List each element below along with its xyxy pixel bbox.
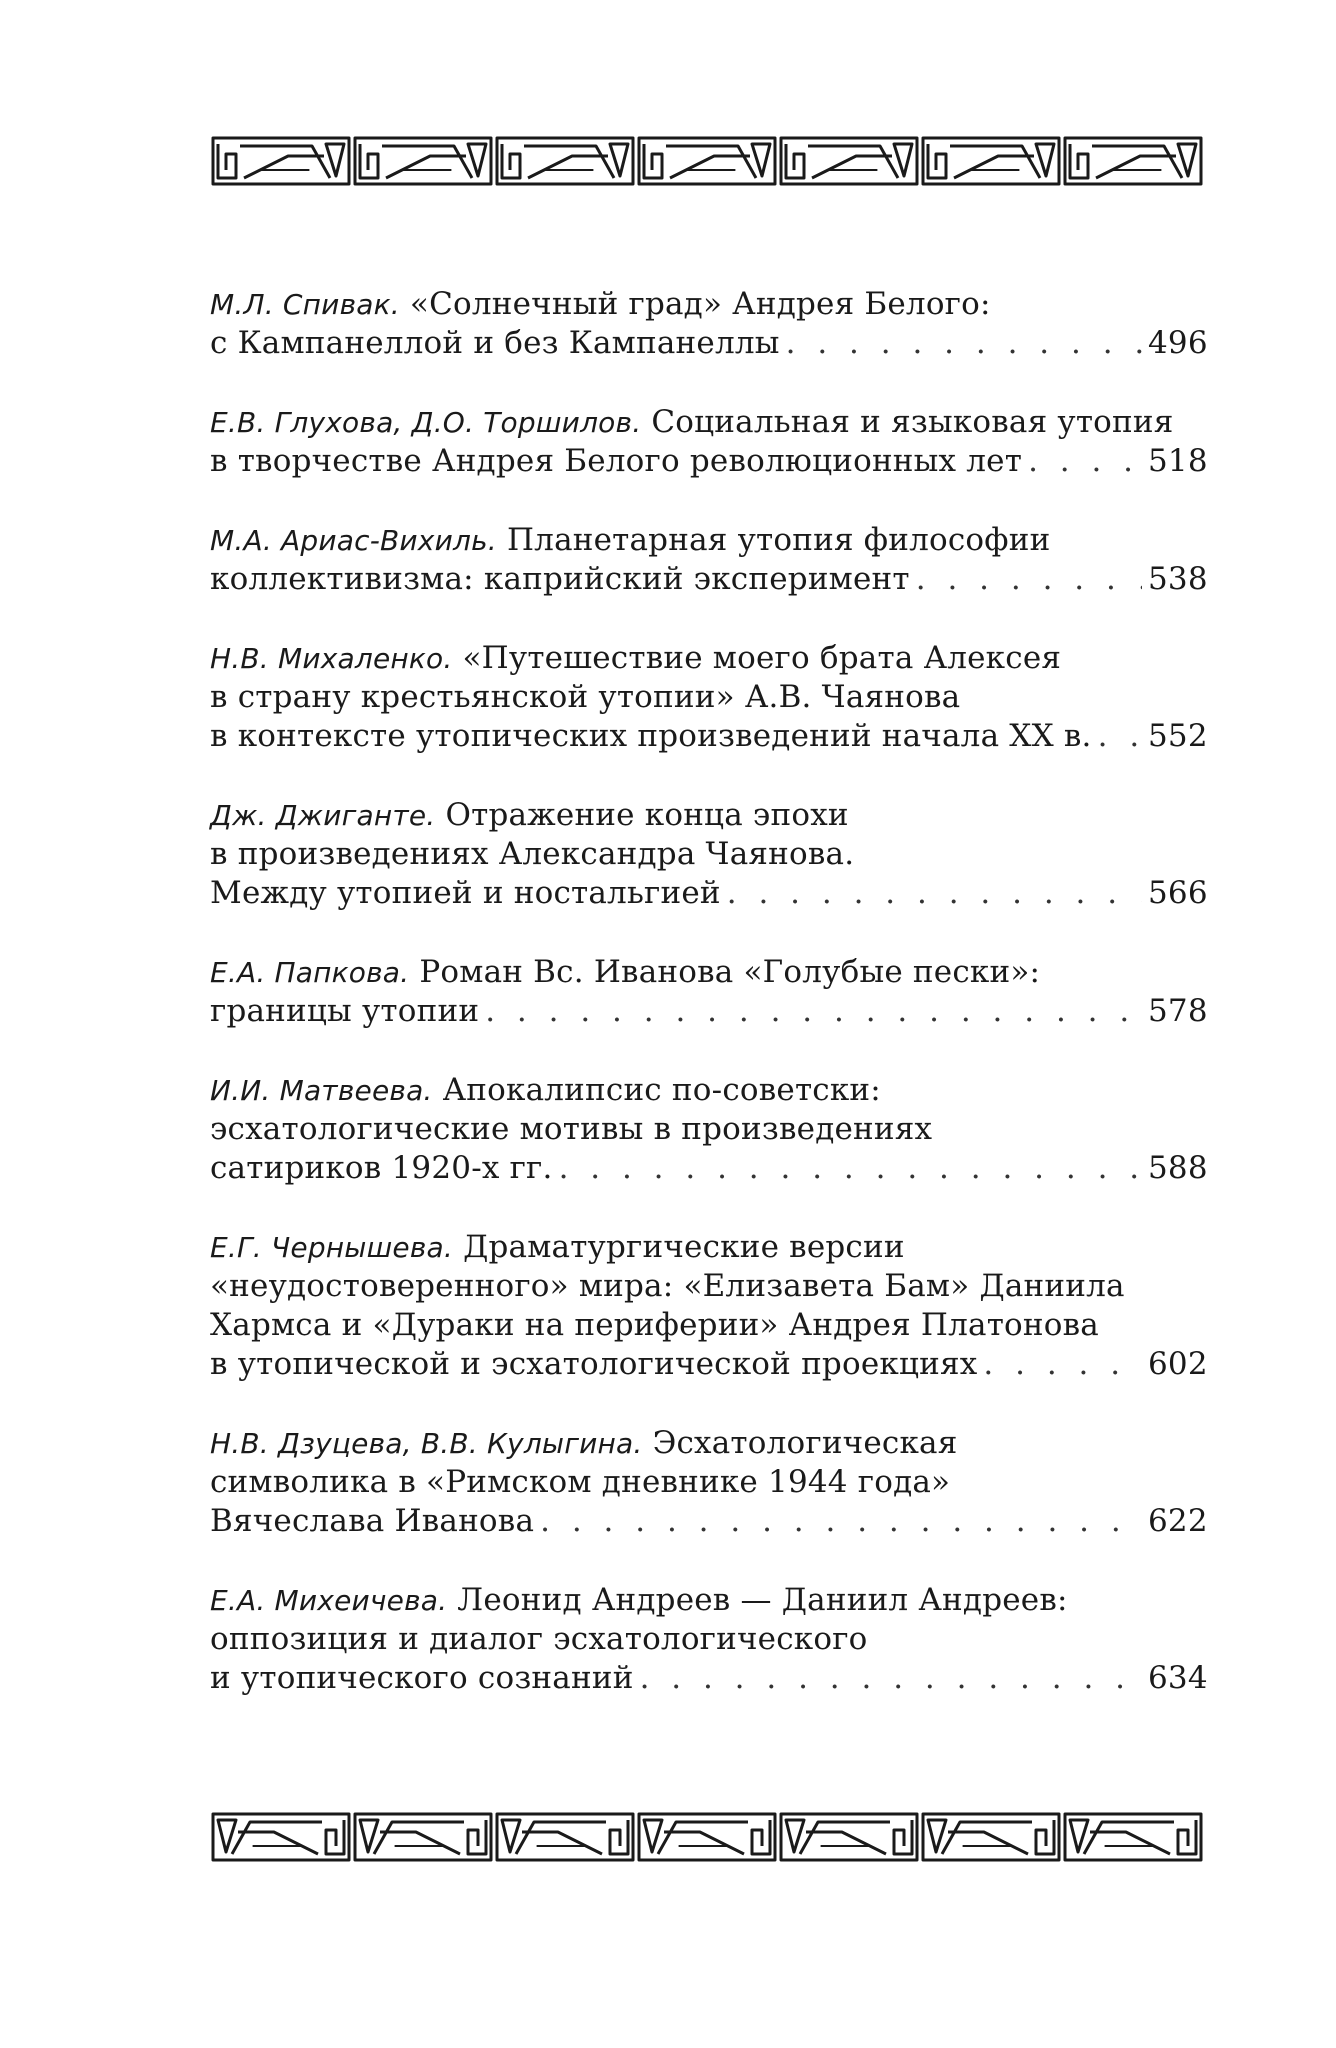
dot-leader	[485, 992, 1142, 1031]
toc-entry-last-line	[210, 1659, 1208, 1698]
toc-entry-author: Н.В. Михаленко.	[210, 642, 453, 675]
toc-entry-title-start: Эсхатологическая	[652, 1425, 958, 1461]
toc-entry-last-line	[210, 1345, 1208, 1384]
dot-leader	[786, 324, 1142, 363]
dot-leader	[1098, 717, 1142, 756]
toc-entry-title-end: границы утопии	[210, 993, 480, 1029]
ornament-motif	[355, 138, 491, 184]
toc-entry-title-end: в утопической и эсхатологической проекциях	[210, 1346, 978, 1382]
dot-leader	[559, 1149, 1142, 1188]
ornament-motif	[213, 138, 349, 184]
toc-entry-first-line	[210, 1071, 1204, 1110]
toc-entry-title-end: сатириков 1920-х гг.	[210, 1150, 553, 1186]
toc-entry-last-line	[210, 874, 1208, 913]
toc-entry-title-end: в творчестве Андрея Белого революционных лет	[210, 443, 1023, 479]
dot-leader	[640, 1659, 1142, 1698]
toc-entry-first-line	[210, 521, 1204, 560]
toc-entry-page-number: 622	[1148, 1503, 1208, 1539]
toc-entry	[210, 953, 1208, 1031]
toc-entry-last-line	[210, 560, 1208, 599]
toc-entry-title-start: Отражение конца эпохи	[445, 797, 849, 833]
toc-entry-title-line: Хармса и «Дураки на периферии» Андрея Платонова	[210, 1307, 1099, 1343]
toc-entry-first-line	[210, 953, 1204, 992]
ornament-motif	[213, 1814, 349, 1860]
ornament-motif	[355, 1814, 491, 1860]
toc-entry-page-number: 566	[1148, 875, 1208, 911]
toc-entry	[210, 639, 1208, 756]
toc-entry-page-number: 496	[1148, 325, 1208, 361]
dot-leader	[916, 560, 1142, 599]
toc-entry-first-line	[210, 639, 1204, 678]
toc-entry-title-start: Планетарная утопия философии	[506, 522, 1051, 558]
toc-entry-author: Н.В. Дзуцева, В.В. Кулыгина.	[210, 1427, 643, 1460]
toc-entry	[210, 1228, 1208, 1384]
ornament-motif	[497, 1814, 633, 1860]
toc-entry-title-end: Вячеслава Иванова	[210, 1503, 535, 1539]
toc-entry-first-line	[210, 285, 1204, 324]
toc-entry-page-number: 538	[1148, 561, 1208, 597]
toc-entry	[210, 1581, 1208, 1698]
toc-entry	[210, 796, 1208, 913]
toc-entry-first-line	[210, 1581, 1204, 1620]
dot-leader	[727, 874, 1142, 913]
toc-entry-title-line: эсхатологические мотивы в произведениях	[210, 1111, 933, 1147]
toc-entry-author: М.Л. Спивак.	[210, 288, 400, 321]
top-ornament-border	[210, 132, 1204, 190]
dot-leader	[983, 1345, 1142, 1384]
toc-entry-title-start: Драматургические версии	[463, 1229, 905, 1265]
toc-entry	[210, 1071, 1208, 1188]
toc-entry-title-start: «Солнечный град» Андрея Белого:	[409, 286, 991, 322]
toc-entry-last-line	[210, 324, 1208, 363]
toc-entry-title-start: Роман Вс. Иванова «Голубые пески»:	[419, 954, 1041, 990]
ornament-motif	[497, 138, 633, 184]
toc-entry-title-line: в произведениях Александра Чаянова.	[210, 836, 855, 872]
toc-entry-author: Е.В. Глухова, Д.О. Торшилов.	[210, 406, 642, 439]
toc-entry	[210, 521, 1208, 599]
toc-entry-title-end: коллективизма: каприйский эксперимент	[210, 561, 910, 597]
table-of-contents	[210, 285, 1208, 1738]
toc-entry-title-start: Леонид Андреев — Даниил Андреев:	[457, 1582, 1068, 1618]
dot-leader	[1028, 442, 1142, 481]
toc-entry-first-line	[210, 1228, 1204, 1267]
ornament-motif	[1065, 138, 1201, 184]
toc-entry-page-number: 552	[1148, 718, 1208, 754]
toc-entry-first-line	[210, 403, 1204, 442]
ornament-motif	[639, 138, 775, 184]
toc-entry-first-line	[210, 796, 1204, 835]
toc-entry-last-line	[210, 717, 1208, 756]
toc-entry-first-line	[210, 1424, 1204, 1463]
toc-entry-title-line: «неудостоверенного» мира: «Елизавета Бам» Даниила	[210, 1268, 1125, 1304]
toc-entry	[210, 285, 1208, 363]
toc-entry-title-line: символика в «Римском дневнике 1944 года»	[210, 1464, 951, 1500]
toc-entry-author: Дж. Джиганте.	[210, 799, 436, 832]
toc-entry-title-end: в контексте утопических произведений начала XX в.	[210, 718, 1092, 754]
toc-entry-author: И.И. Матвеева.	[210, 1074, 433, 1107]
toc-entry-title-start: «Путешествие моего брата Алексея	[462, 640, 1062, 676]
toc-entry-title-start: Апокалипсис по-советски:	[442, 1072, 881, 1108]
dot-leader	[540, 1502, 1142, 1541]
ornament-motif	[781, 138, 917, 184]
toc-entry-title-end: и утопического сознаний	[210, 1660, 634, 1696]
toc-entry-title-start: Социальная и языковая утопия	[651, 404, 1174, 440]
toc-entry	[210, 1424, 1208, 1541]
toc-entry-title-line: в страну крестьянской утопии» А.В. Чаянова	[210, 679, 961, 715]
toc-entry-page-number: 634	[1148, 1660, 1208, 1696]
toc-entry-page-number: 578	[1148, 993, 1208, 1029]
toc-entry-title-end: с Кампанеллой и без Кампанеллы	[210, 325, 780, 361]
toc-entry-page-number: 518	[1148, 443, 1208, 479]
ornament-motif	[923, 1814, 1059, 1860]
ornament-motif	[923, 138, 1059, 184]
ornament-motif	[781, 1814, 917, 1860]
toc-entry-author: Е.Г. Чернышева.	[210, 1231, 454, 1264]
toc-entry-title-line: оппозиция и диалог эсхатологического	[210, 1621, 868, 1657]
toc-entry-author: Е.А. Папкова.	[210, 956, 410, 989]
toc-entry	[210, 403, 1208, 481]
toc-entry-last-line	[210, 442, 1208, 481]
toc-entry-author: Е.А. Михеичева.	[210, 1584, 448, 1617]
toc-entry-last-line	[210, 992, 1208, 1031]
toc-entry-page-number: 602	[1148, 1346, 1208, 1382]
ornament-motif	[639, 1814, 775, 1860]
toc-entry-last-line	[210, 1502, 1208, 1541]
toc-entry-title-end: Между утопией и ностальгией	[210, 875, 721, 911]
bottom-ornament-border	[210, 1808, 1204, 1866]
toc-entry-page-number: 588	[1148, 1150, 1208, 1186]
ornament-motif	[1065, 1814, 1201, 1860]
toc-entry-author: М.А. Ариас-Вихиль.	[210, 524, 497, 557]
toc-entry-last-line	[210, 1149, 1208, 1188]
